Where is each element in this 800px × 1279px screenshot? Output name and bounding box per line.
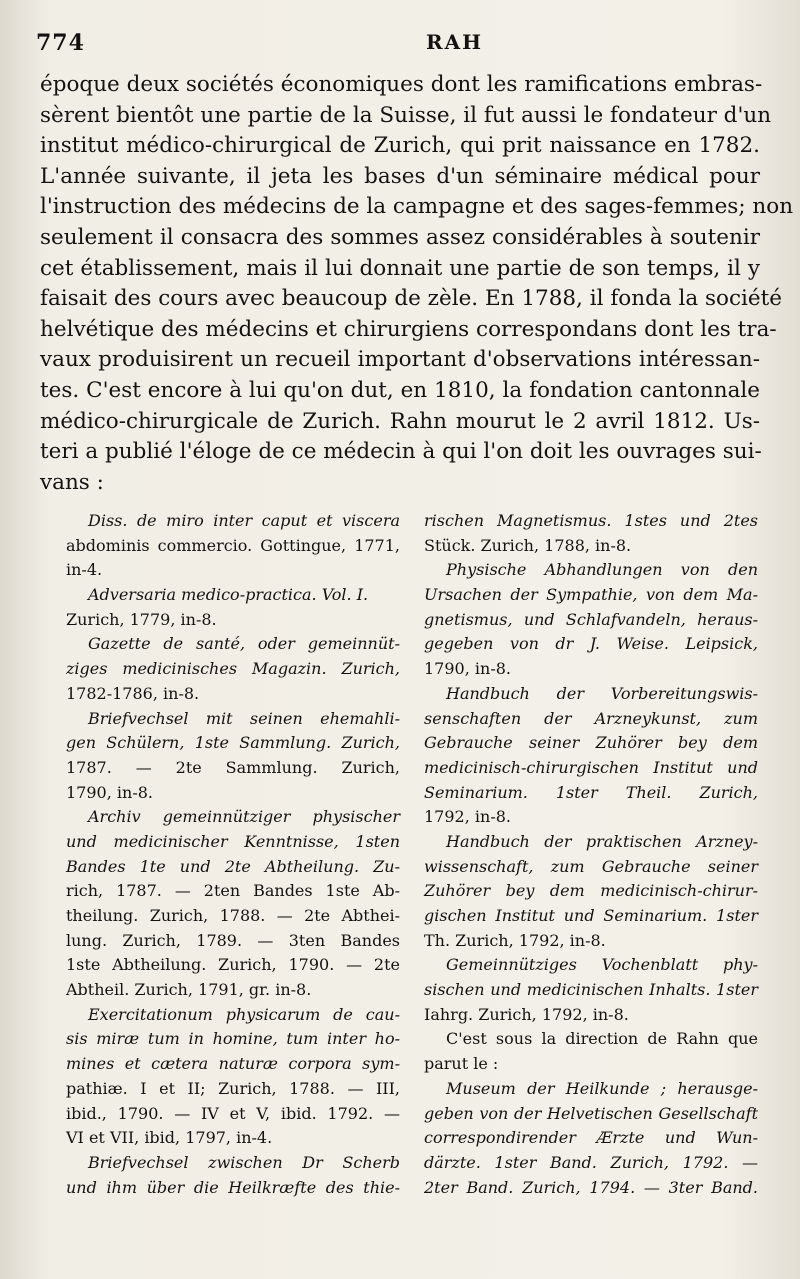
bib-line: sis miræ tum in homine, tum inter ho- — [66, 1029, 400, 1049]
bib-line: Th. Zurich, 1792, in-8. — [424, 930, 606, 950]
bib-line: Stück. Zurich, 1788, in-8. — [424, 535, 632, 555]
bib-line: pathiæ. I et II; Zurich, 1788. — III, — [66, 1078, 400, 1098]
page-header — [36, 30, 760, 70]
bib-line: 2ter Band. Zurich, 1794. — 3ter Band. — [424, 1177, 758, 1197]
bib-line: Briefvechsel zwischen Dr Scherb — [88, 1152, 400, 1172]
bib-line: senschaften der Arzneykunst, zum — [424, 708, 758, 728]
bib-line: wissenschaft, zum Gebrauche seiner — [424, 856, 758, 876]
intro-line: vaux produisirent un recueil important d'observations intéressan- — [40, 347, 760, 373]
bib-line: gen Schülern, 1ste Sammlung. Zurich, — [66, 733, 400, 753]
intro-line: sèrent bientôt une partie de la Suisse, il fut aussi le fondateur d'un — [40, 102, 772, 128]
bib-line: abdominis commercio. Gottingue, 1771, — [66, 535, 400, 555]
bib-line: rich, 1787. — 2ten Bandes 1ste Ab- — [66, 881, 400, 901]
bib-line: 1790, in-8. — [66, 782, 153, 802]
bib-line: Ursachen der Sympathie, von dem Ma- — [424, 585, 758, 605]
intro-line: seulement il consacra des sommes assez considérables à soutenir — [40, 224, 760, 250]
bib-line: theilung. Zurich, 1788. — 2te Abthei- — [66, 906, 400, 925]
intro-line: institut médico-chirurgical de Zurich, qui prit naissance en 1782. — [40, 133, 760, 159]
bib-line: Gemeinnütziges Vochenblatt phy- — [446, 955, 758, 975]
running-head: RAH — [426, 30, 484, 54]
bib-line: ziges medicinisches Magazin. Zurich, — [66, 659, 400, 679]
bib-line: 1792, in-8. — [424, 807, 511, 827]
intro-line: l'instruction des médecins de la campagne et des sages-femmes; non — [40, 194, 794, 220]
page-number: 774 — [36, 30, 85, 56]
bib-line: gegeben von dr J. Weise. Leipsick, — [424, 634, 758, 654]
bib-line: Briefvechsel mit seinen ehemahli- — [88, 708, 400, 728]
bib-line: 1782-1786, in-8. — [66, 683, 200, 703]
bib-line: Exercitationum physicarum de cau- — [88, 1004, 400, 1024]
bib-line: Handbuch der Vorbereitungswis- — [446, 683, 758, 703]
bib-line: C'est sous la direction de Rahn que — [446, 1029, 758, 1049]
bib-line: und medicinischer Kenntnisse, 1sten — [66, 831, 400, 851]
bibliography-left-column — [66, 509, 400, 1200]
bib-line: parut le : — [424, 1054, 499, 1074]
bib-line: Handbuch der praktischen Arzney- — [446, 831, 758, 851]
bib-line: Physische Abhandlungen von den — [446, 560, 758, 580]
bib-line: Abtheil. Zurich, 1791, gr. in-8. — [66, 980, 312, 1000]
bib-line: Diss. de miro inter caput et viscera — [88, 511, 400, 530]
bib-line: ibid., 1790. — IV et V, ibid. 1792. — — [66, 1103, 400, 1123]
bib-line: Archiv gemeinnütziger physischer — [88, 807, 400, 827]
bib-line: Museum der Heilkunde ; herausge- — [446, 1078, 758, 1098]
bib-line: gischen Institut und Seminarium. 1ster — [424, 906, 758, 925]
bibliography-right-column — [424, 509, 758, 1200]
bib-line: Iahrg. Zurich, 1792, in-8. — [424, 1004, 629, 1024]
bib-line: Zurich, 1779, in-8. — [66, 609, 217, 629]
bib-line: Seminarium. 1ster Theil. Zurich, — [424, 782, 758, 802]
intro-line: helvétique des médecins et chirurgiens correspondans dont les tra- — [40, 316, 777, 342]
bib-line: geben von der Helvetischen Gesellschaft — [424, 1103, 758, 1123]
bib-line: 1790, in-8. — [424, 659, 511, 679]
bib-line: und ihm über die Heilkræfte des thie- — [66, 1177, 400, 1197]
bib-line: 1787. — 2te Sammlung. Zurich, — [66, 757, 400, 777]
intro-line: cet établissement, mais il lui donnait une partie de son temps, il y — [40, 255, 760, 281]
bib-line: Gazette de santé, oder gemeinnüt- — [88, 634, 400, 654]
bib-line: Adversaria medico-practica. Vol. I. — [88, 585, 369, 605]
bib-line: correspondirender Ærzte und Wun- — [424, 1128, 758, 1148]
intro-line: médico-chirurgicale de Zurich. Rahn mourut le 2 avril 1812. Us- — [40, 408, 760, 434]
bib-line: Bandes 1te und 2te Abtheilung. Zu- — [66, 856, 400, 876]
bib-line: VI et VII, ibid, 1797, in-4. — [66, 1128, 273, 1148]
bib-line: medicinisch-chirurgischen Institut und — [424, 757, 758, 777]
bib-line: gnetismus, und Schlafvandeln, heraus- — [424, 609, 758, 629]
intro-line: L'année suivante, il jeta les bases d'un séminaire médical pour — [40, 163, 760, 189]
intro-line: vans : — [40, 469, 104, 495]
bib-line: sischen und medicinischen Inhalts. 1ster — [424, 980, 758, 1000]
bib-line: Zuhörer bey dem medicinisch-chirur- — [424, 881, 758, 901]
bib-line: därzte. 1ster Band. Zurich, 1792. — — [424, 1152, 758, 1172]
bib-line: 1ste Abtheilung. Zurich, 1790. — 2te — [66, 955, 400, 975]
intro-line: tes. C'est encore à lui qu'on dut, en 1810, la fondation cantonnale — [40, 377, 760, 403]
intro-line: faisait des cours avec beaucoup de zèle. En 1788, il fonda la société — [40, 286, 782, 312]
bib-line: lung. Zurich, 1789. — 3ten Bandes — [66, 930, 400, 950]
intro-paragraph — [40, 70, 794, 498]
intro-line: teri a publié l'éloge de ce médecin à qui l'on doit les ouvrages sui- — [40, 439, 762, 465]
bib-line: rischen Magnetismus. 1stes und 2tes — [424, 511, 758, 530]
bib-line: in-4. — [66, 560, 103, 580]
bib-line: Gebrauche seiner Zuhörer bey dem — [424, 733, 758, 753]
bib-line: mines et cætera naturæ corpora sym- — [66, 1054, 400, 1074]
intro-line: époque deux sociétés économiques dont les ramifications embras- — [40, 72, 763, 97]
